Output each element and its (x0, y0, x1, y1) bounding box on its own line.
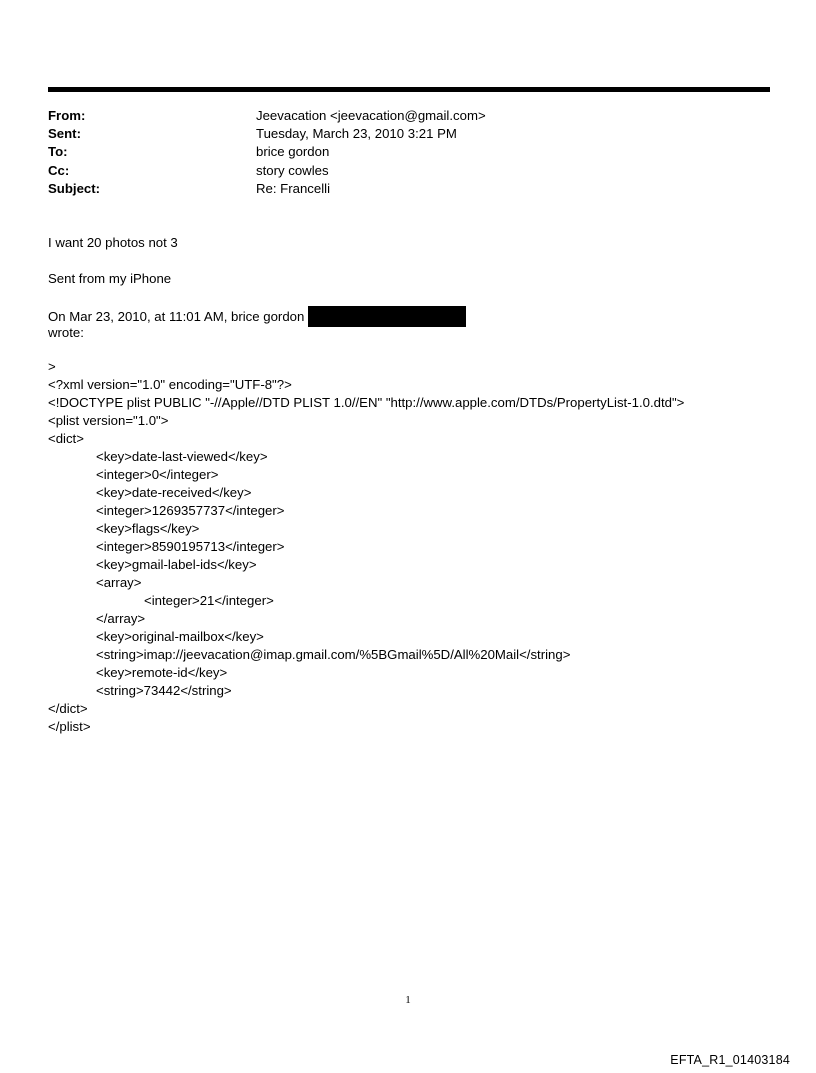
code-line: <key>gmail-label-ids</key> (96, 557, 257, 572)
subject-label: Subject: (48, 180, 101, 196)
page-number: 1 (405, 994, 411, 1006)
redaction-block (308, 306, 466, 327)
code-line: <key>date-received</key> (96, 485, 252, 500)
cc-value: story cowles (256, 162, 329, 178)
code-line: <integer>8590195713</integer> (96, 539, 285, 554)
header-row-from (48, 107, 768, 125)
sent-value: Tuesday, March 23, 2010 3:21 PM (256, 126, 457, 142)
code-line: <key>date-last-viewed</key> (96, 449, 268, 464)
header-row-subject (48, 180, 768, 198)
code-line: <dict> (48, 431, 84, 446)
code-line: <integer>1269357737</integer> (96, 503, 285, 518)
code-line: <!DOCTYPE plist PUBLIC "-//Apple//DTD PLIST 1.0//EN" "http://www.apple.com/DTDs/PropertyList-1.0.dtd"> (48, 395, 685, 410)
code-line: <key>original-mailbox</key> (96, 629, 264, 644)
code-line: <string>imap://jeevacation@imap.gmail.com/%5BGmail%5D/All%20Mail</string> (96, 647, 571, 662)
code-line: <key>flags</key> (96, 521, 200, 536)
cc-label: Cc: (48, 162, 70, 178)
code-line: <string>73442</string> (96, 683, 232, 698)
header-row-cc (48, 162, 768, 180)
document-id: EFTA_R1_01403184 (670, 1053, 790, 1067)
code-line: <array> (96, 575, 142, 590)
to-label: To: (48, 144, 68, 160)
code-line: <key>remote-id</key> (96, 665, 228, 680)
code-line: </array> (96, 611, 146, 626)
header-row-sent (48, 125, 768, 143)
code-line: </dict> (48, 701, 88, 716)
subject-value: Re: Francelli (256, 180, 331, 196)
from-value: Jeevacation <jeevacation@gmail.com> (256, 108, 486, 123)
signature-line: Sent from my iPhone (48, 271, 172, 286)
quote-intro-wrote: wrote: (48, 325, 84, 340)
code-line: <plist version="1.0"> (48, 413, 169, 428)
from-label: From: (48, 108, 86, 123)
message-body-line: I want 20 photos not 3 (48, 235, 178, 250)
code-line: > (48, 359, 56, 374)
quote-intro (48, 306, 466, 327)
header-divider (48, 87, 770, 92)
code-line: </plist> (48, 719, 91, 734)
quoted-plist-code (48, 358, 684, 736)
sent-label: Sent: (48, 126, 81, 142)
code-line: <integer>0</integer> (96, 467, 219, 482)
code-line: <integer>21</integer> (144, 593, 274, 608)
header-row-to (48, 143, 768, 161)
quote-intro-text: On Mar 23, 2010, at 11:01 AM, brice gordon (48, 309, 305, 324)
to-value: brice gordon (256, 144, 330, 160)
code-line: <?xml version="1.0" encoding="UTF-8"?> (48, 377, 292, 392)
email-header (48, 107, 768, 198)
